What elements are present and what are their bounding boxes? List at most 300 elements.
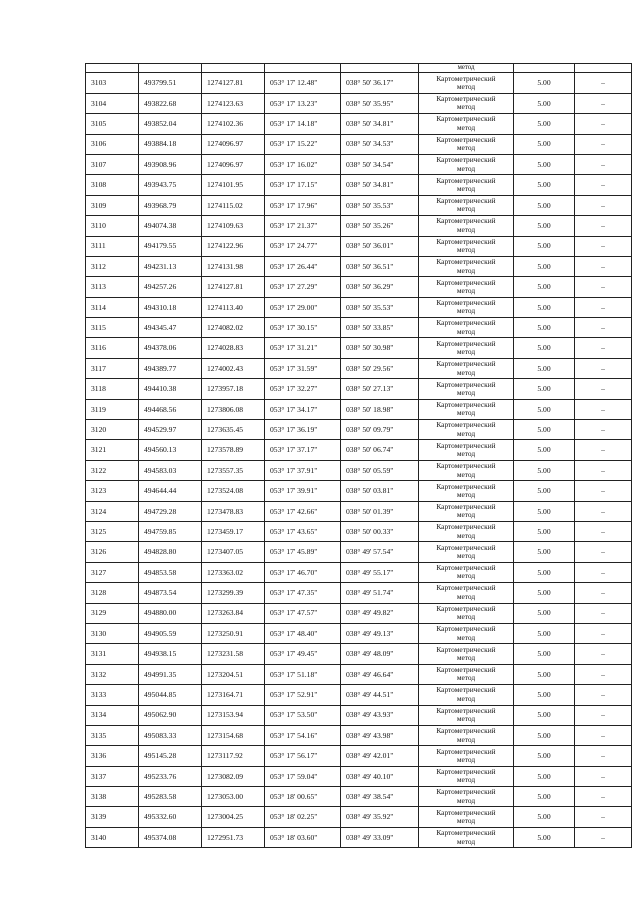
cell-note: – (575, 134, 632, 154)
method-line-2: метод (456, 387, 476, 397)
cell-point-number (86, 64, 139, 73)
cell-y: 1274002.43 (202, 358, 265, 378)
cell-x: 494873.54 (139, 583, 202, 603)
cell-latitude: 053° 17' 36.19" (265, 420, 341, 440)
cell-y: 1273299.39 (202, 583, 265, 603)
cell-point-number: 3125 (86, 522, 139, 542)
cell-accuracy: 5.00 (514, 766, 575, 786)
cell-x: 494905.59 (139, 623, 202, 643)
table-row (86, 481, 632, 501)
method-line-1: Картометрический (436, 236, 496, 246)
cell-method (419, 725, 514, 745)
table-row (86, 746, 632, 766)
cell-accuracy: 5.00 (514, 746, 575, 766)
cell-accuracy: 5.00 (514, 154, 575, 174)
cell-method (419, 664, 514, 684)
cell-method (419, 522, 514, 542)
cell-longitude: 038° 50' 05.59" (341, 460, 419, 480)
cell-longitude: 038° 50' 06.74" (341, 440, 419, 460)
cell-y: 1274102.36 (202, 114, 265, 134)
cell-point-number: 3107 (86, 154, 139, 174)
method-line-2: метод (456, 224, 476, 234)
cell-longitude: 038° 50' 01.39" (341, 501, 419, 521)
cell-y: 1274109.63 (202, 216, 265, 236)
method-line-1: Картометрический (436, 359, 496, 369)
cell-point-number: 3140 (86, 827, 139, 847)
cell-method (419, 807, 514, 827)
cell-y: 1274096.97 (202, 154, 265, 174)
cell-y: 1273154.68 (202, 725, 265, 745)
method-line-2: метод (456, 326, 476, 336)
cell-accuracy: 5.00 (514, 318, 575, 338)
method-line-2: метод (456, 102, 476, 112)
cell-longitude: 038° 50' 09.79" (341, 420, 419, 440)
method-line-2: метод (456, 184, 476, 194)
cell-longitude: 038° 49' 49.82" (341, 603, 419, 623)
cell-method (419, 623, 514, 643)
cell-latitude: 053° 17' 24.77" (265, 236, 341, 256)
cell-latitude: 053° 17' 17.15" (265, 175, 341, 195)
cell-point-number: 3137 (86, 766, 139, 786)
table-row (86, 318, 632, 338)
cell-point-number: 3112 (86, 256, 139, 276)
cell-y: 1274127.81 (202, 73, 265, 93)
method-line-2: метод (456, 428, 476, 438)
cell-accuracy: 5.00 (514, 787, 575, 807)
method-line-1: Картометрический (436, 379, 496, 389)
cell-method (419, 256, 514, 276)
cell-x: 494880.00 (139, 603, 202, 623)
cell-accuracy: 5.00 (514, 134, 575, 154)
cell-latitude: 053° 17' 49.45" (265, 644, 341, 664)
cell-note: – (575, 195, 632, 215)
cell-point-number: 3124 (86, 501, 139, 521)
method-line-2: метод (456, 734, 476, 744)
cell-longitude: 038° 49' 40.10" (341, 766, 419, 786)
cell-latitude (265, 64, 341, 73)
cell-point-number: 3110 (86, 216, 139, 236)
cell-x: 494644.44 (139, 481, 202, 501)
cell-note: – (575, 420, 632, 440)
cell-x: 494257.26 (139, 277, 202, 297)
cell-accuracy: 5.00 (514, 603, 575, 623)
method-line-1: Картометрический (436, 705, 496, 715)
method-line-2: метод (456, 469, 476, 479)
cell-accuracy: 5.00 (514, 583, 575, 603)
table-row (86, 277, 632, 297)
cell-accuracy: 5.00 (514, 685, 575, 705)
table-row (86, 623, 632, 643)
method-line-2: метод (456, 286, 476, 295)
table-row (86, 114, 632, 134)
cell-method (419, 460, 514, 480)
cell-method (419, 134, 514, 154)
cell-longitude: 038° 50' 34.81" (341, 175, 419, 195)
table-row (86, 297, 632, 317)
cell-longitude: 038° 49' 42.01" (341, 746, 419, 766)
table-row (86, 379, 632, 399)
cell-longitude: 038° 49' 51.74" (341, 583, 419, 603)
cell-point-number: 3136 (86, 746, 139, 766)
table-row (86, 644, 632, 664)
cell-longitude: 038° 50' 35.95" (341, 93, 419, 113)
cell-latitude: 053° 17' 16.02" (265, 154, 341, 174)
method-line-2: метод (456, 347, 476, 357)
cell-longitude: 038° 50' 00.33" (341, 522, 419, 542)
cell-latitude: 053° 17' 51.18" (265, 664, 341, 684)
cell-longitude: 038° 49' 33.09" (341, 827, 419, 847)
cell-latitude: 053° 17' 34.17" (265, 399, 341, 419)
method-line-2: метод (456, 836, 476, 846)
cell-longitude: 038° 49' 35.92" (341, 807, 419, 827)
method-line-1: Картометрический (436, 603, 496, 613)
cell-x: 494345.47 (139, 318, 202, 338)
cell-point-number: 3103 (86, 73, 139, 93)
cell-accuracy: 5.00 (514, 705, 575, 725)
cell-y: 1272951.73 (202, 827, 265, 847)
cell-note: – (575, 766, 632, 786)
cell-accuracy: 5.00 (514, 399, 575, 419)
cell-x: 493943.75 (139, 175, 202, 195)
cell-x: 494729.28 (139, 501, 202, 521)
table-row (86, 562, 632, 582)
cell-note: – (575, 746, 632, 766)
cell-x: 495044.85 (139, 685, 202, 705)
method-line-1: Картометрический (436, 766, 496, 776)
method-line-1: Картометрический (436, 216, 496, 226)
cell-note: – (575, 644, 632, 664)
cell-note: – (575, 501, 632, 521)
cell-point-number: 3114 (86, 297, 139, 317)
method-line-2: метод (456, 204, 476, 214)
cell-x: 494529.97 (139, 420, 202, 440)
table-row (86, 399, 632, 419)
cell-y: 1274082.02 (202, 318, 265, 338)
cell-x: 494074.38 (139, 216, 202, 236)
table-continuation-row (86, 64, 632, 73)
cell-accuracy: 5.00 (514, 379, 575, 399)
cell-point-number: 3135 (86, 725, 139, 745)
cell-y: 1273806.08 (202, 399, 265, 419)
cell-accuracy: 5.00 (514, 664, 575, 684)
cell-note: – (575, 236, 632, 256)
cell-note: – (575, 338, 632, 358)
cell-y: 1273231.58 (202, 644, 265, 664)
method-line-1: Картометрический (436, 196, 496, 206)
cell-point-number: 3130 (86, 623, 139, 643)
method-line-1: Картометрический (436, 461, 496, 471)
cell-y: 1273164.71 (202, 685, 265, 705)
method-line-2: метод (456, 775, 476, 785)
cell-longitude: 038° 49' 38.54" (341, 787, 419, 807)
cell-x: 494389.77 (139, 358, 202, 378)
cell-method (419, 358, 514, 378)
method-line-1: Картометрический (436, 175, 496, 185)
cell-accuracy: 5.00 (514, 501, 575, 521)
cell-point-number: 3106 (86, 134, 139, 154)
cell-latitude: 053° 17' 13.23" (265, 93, 341, 113)
method-line-2: метод (456, 591, 476, 601)
cell-latitude: 053° 17' 14.18" (265, 114, 341, 134)
cell-point-number: 3123 (86, 481, 139, 501)
cell-accuracy: 5.00 (514, 297, 575, 317)
table-row (86, 460, 632, 480)
cell-note: – (575, 522, 632, 542)
cell-y: 1273524.08 (202, 481, 265, 501)
cell-accuracy: 5.00 (514, 277, 575, 297)
cell-accuracy: 5.00 (514, 725, 575, 745)
cell-note: – (575, 175, 632, 195)
cell-accuracy: 5.00 (514, 644, 575, 664)
cell-note: – (575, 562, 632, 582)
cell-accuracy: 5.00 (514, 236, 575, 256)
cell-latitude: 053° 17' 39.91" (265, 481, 341, 501)
method-line-2: метод (456, 449, 476, 459)
cell-latitude: 053° 17' 12.48" (265, 73, 341, 93)
cell-x: 495062.90 (139, 705, 202, 725)
cell-note: – (575, 827, 632, 847)
table-row (86, 603, 632, 623)
cell-x: 494310.18 (139, 297, 202, 317)
cell-note: – (575, 399, 632, 419)
cell-method (419, 73, 514, 93)
cell-x: 495145.28 (139, 746, 202, 766)
cell-accuracy: 5.00 (514, 195, 575, 215)
cell-accuracy: 5.00 (514, 358, 575, 378)
cell-point-number: 3132 (86, 664, 139, 684)
cell-method (419, 481, 514, 501)
method-line-2: метод (456, 632, 476, 642)
method-line-2: метод (456, 816, 476, 826)
cell-y: 1273635.45 (202, 420, 265, 440)
cell-accuracy: 5.00 (514, 420, 575, 440)
cell-x: 493884.18 (139, 134, 202, 154)
cell-accuracy: 5.00 (514, 623, 575, 643)
cell-latitude: 053° 17' 15.22" (265, 134, 341, 154)
cell-x: 494560.13 (139, 440, 202, 460)
method-line-2: метод (456, 265, 476, 275)
cell-method (419, 399, 514, 419)
cell-longitude: 038° 49' 43.93" (341, 705, 419, 725)
cell-accuracy: 5.00 (514, 562, 575, 582)
cell-point-number: 3104 (86, 93, 139, 113)
cell-method (419, 644, 514, 664)
cell-point-number: 3121 (86, 440, 139, 460)
cell-x: 495374.08 (139, 827, 202, 847)
method-line-1: Картометрический (436, 399, 496, 409)
cell-y: 1273957.18 (202, 379, 265, 399)
cell-latitude: 053° 17' 30.15" (265, 318, 341, 338)
cell-y: 1274101.95 (202, 175, 265, 195)
cell-accuracy: 5.00 (514, 256, 575, 276)
cell-method (419, 685, 514, 705)
cell-method (419, 501, 514, 521)
method-line-2: метод (456, 489, 476, 499)
cell-method (419, 705, 514, 725)
cell-x: 494991.35 (139, 664, 202, 684)
cell-point-number: 3109 (86, 195, 139, 215)
method-line-2: метод (456, 571, 476, 581)
cell-y: 1274131.98 (202, 256, 265, 276)
table-row (86, 440, 632, 460)
method-line-1: Картометрический (436, 257, 496, 267)
method-line-2: метод (456, 795, 476, 805)
cell-point-number: 3133 (86, 685, 139, 705)
cell-method (419, 277, 514, 297)
coordinates-table (85, 63, 632, 848)
cell-longitude: 038° 49' 43.98" (341, 725, 419, 745)
cell-x: 494853.58 (139, 562, 202, 582)
cell-latitude: 053° 17' 17.96" (265, 195, 341, 215)
cell-longitude: 038° 50' 34.81" (341, 114, 419, 134)
cell-accuracy: 5.00 (514, 73, 575, 93)
cell-x: 493799.51 (139, 73, 202, 93)
cell-note: – (575, 318, 632, 338)
cell-latitude: 053° 17' 54.16" (265, 725, 341, 745)
cell-x: 495083.33 (139, 725, 202, 745)
table-row (86, 725, 632, 745)
table-row (86, 522, 632, 542)
method-line-2: метод (456, 245, 476, 255)
cell-y: 1273578.89 (202, 440, 265, 460)
cell-method (419, 583, 514, 603)
cell-point-number: 3116 (86, 338, 139, 358)
cell-longitude: 038° 49' 57.54" (341, 542, 419, 562)
cell-point-number: 3115 (86, 318, 139, 338)
method-line-1: Картометрический (436, 685, 496, 695)
cell-method (419, 603, 514, 623)
cell-accuracy: 5.00 (514, 522, 575, 542)
method-line-1: Картометрический (436, 828, 496, 838)
cell-note: – (575, 154, 632, 174)
cell-point-number: 3131 (86, 644, 139, 664)
method-line-1: Картометрический (436, 746, 496, 756)
cell-x: 494410.38 (139, 379, 202, 399)
cell-note: – (575, 603, 632, 623)
cell-longitude: 038° 50' 36.51" (341, 256, 419, 276)
method-line-1: Картометрический (436, 644, 496, 654)
cell-point-number: 3105 (86, 114, 139, 134)
method-line-1: Картометрический (436, 522, 496, 532)
cell-x: 494583.03 (139, 460, 202, 480)
cell-note: – (575, 787, 632, 807)
cell-latitude: 053° 17' 26.44" (265, 256, 341, 276)
method-line-1: Картометрический (436, 94, 496, 104)
method-line-1: Картометрический (436, 583, 496, 593)
cell-accuracy: 5.00 (514, 338, 575, 358)
cell-x: 494759.85 (139, 522, 202, 542)
cell-accuracy: 5.00 (514, 440, 575, 460)
method-line-2: метод (456, 143, 476, 153)
method-line-2: метод (456, 673, 476, 683)
cell-note: – (575, 623, 632, 643)
table-row (86, 766, 632, 786)
table-row (86, 256, 632, 276)
cell-accuracy: 5.00 (514, 93, 575, 113)
cell-note (575, 64, 632, 73)
cell-point-number: 3117 (86, 358, 139, 378)
cell-point-number: 3127 (86, 562, 139, 582)
cell-x: 493968.79 (139, 195, 202, 215)
cell-y: 1274123.63 (202, 93, 265, 113)
cell-y: 1273117.92 (202, 746, 265, 766)
cell-latitude: 053° 17' 29.00" (265, 297, 341, 317)
cell-note: – (575, 542, 632, 562)
cell-y: 1273557.35 (202, 460, 265, 480)
cell-method (419, 827, 514, 847)
cell-longitude: 038° 49' 48.09" (341, 644, 419, 664)
cell-y: 1274122.96 (202, 236, 265, 256)
cell-longitude: 038° 50' 35.53" (341, 297, 419, 317)
cell-method (419, 379, 514, 399)
method-line-2: метод (456, 408, 476, 418)
cell-y: 1273153.94 (202, 705, 265, 725)
table-row (86, 542, 632, 562)
cell-x: 495233.76 (139, 766, 202, 786)
cell-method (419, 114, 514, 134)
cell-note: – (575, 705, 632, 725)
cell-method (419, 216, 514, 236)
cell-y: 1273204.51 (202, 664, 265, 684)
cell-method (419, 195, 514, 215)
cell-y: 1274113.40 (202, 297, 265, 317)
table-row (86, 787, 632, 807)
method-line-1: Картометрический (436, 318, 496, 328)
cell-x: 494231.13 (139, 256, 202, 276)
cell-method: метод (419, 64, 514, 73)
cell-latitude: 053° 17' 43.65" (265, 522, 341, 542)
cell-longitude: 038° 50' 35.53" (341, 195, 419, 215)
cell-latitude: 053° 18' 00.65" (265, 787, 341, 807)
cell-latitude: 053° 17' 56.17" (265, 746, 341, 766)
cell-y: 1273459.17 (202, 522, 265, 542)
cell-note: – (575, 807, 632, 827)
cell-point-number: 3129 (86, 603, 139, 623)
cell-latitude: 053° 17' 59.04" (265, 766, 341, 786)
method-line-2: метод (456, 122, 476, 132)
cell-method (419, 787, 514, 807)
cell-note: – (575, 256, 632, 276)
cell-longitude: 038° 49' 44.51" (341, 685, 419, 705)
method-line-2: метод (456, 82, 476, 92)
cell-x: 493822.68 (139, 93, 202, 113)
cell-x: 495332.60 (139, 807, 202, 827)
cell-accuracy: 5.00 (514, 827, 575, 847)
method-line-2: метод (456, 653, 476, 663)
method-line-1: Картометрический (436, 481, 496, 491)
cell-latitude: 053° 17' 45.89" (265, 542, 341, 562)
cell-accuracy: 5.00 (514, 807, 575, 827)
method-line-1: Картометрический (436, 277, 496, 287)
cell-point-number: 3134 (86, 705, 139, 725)
table-row (86, 420, 632, 440)
cell-method (419, 297, 514, 317)
cell-longitude: 038° 50' 18.98" (341, 399, 419, 419)
cell-note: – (575, 358, 632, 378)
method-line-2: метод (456, 367, 476, 377)
method-line-1: Картометрический (436, 297, 496, 307)
cell-y: 1273407.05 (202, 542, 265, 562)
table-row (86, 236, 632, 256)
cell-y: 1274096.97 (202, 134, 265, 154)
method-line-1: Картометрический (436, 114, 496, 124)
cell-latitude: 053° 17' 48.40" (265, 623, 341, 643)
cell-point-number: 3111 (86, 236, 139, 256)
cell-note: – (575, 440, 632, 460)
cell-method (419, 236, 514, 256)
cell-latitude: 053° 18' 03.60" (265, 827, 341, 847)
cell-x: 494938.15 (139, 644, 202, 664)
